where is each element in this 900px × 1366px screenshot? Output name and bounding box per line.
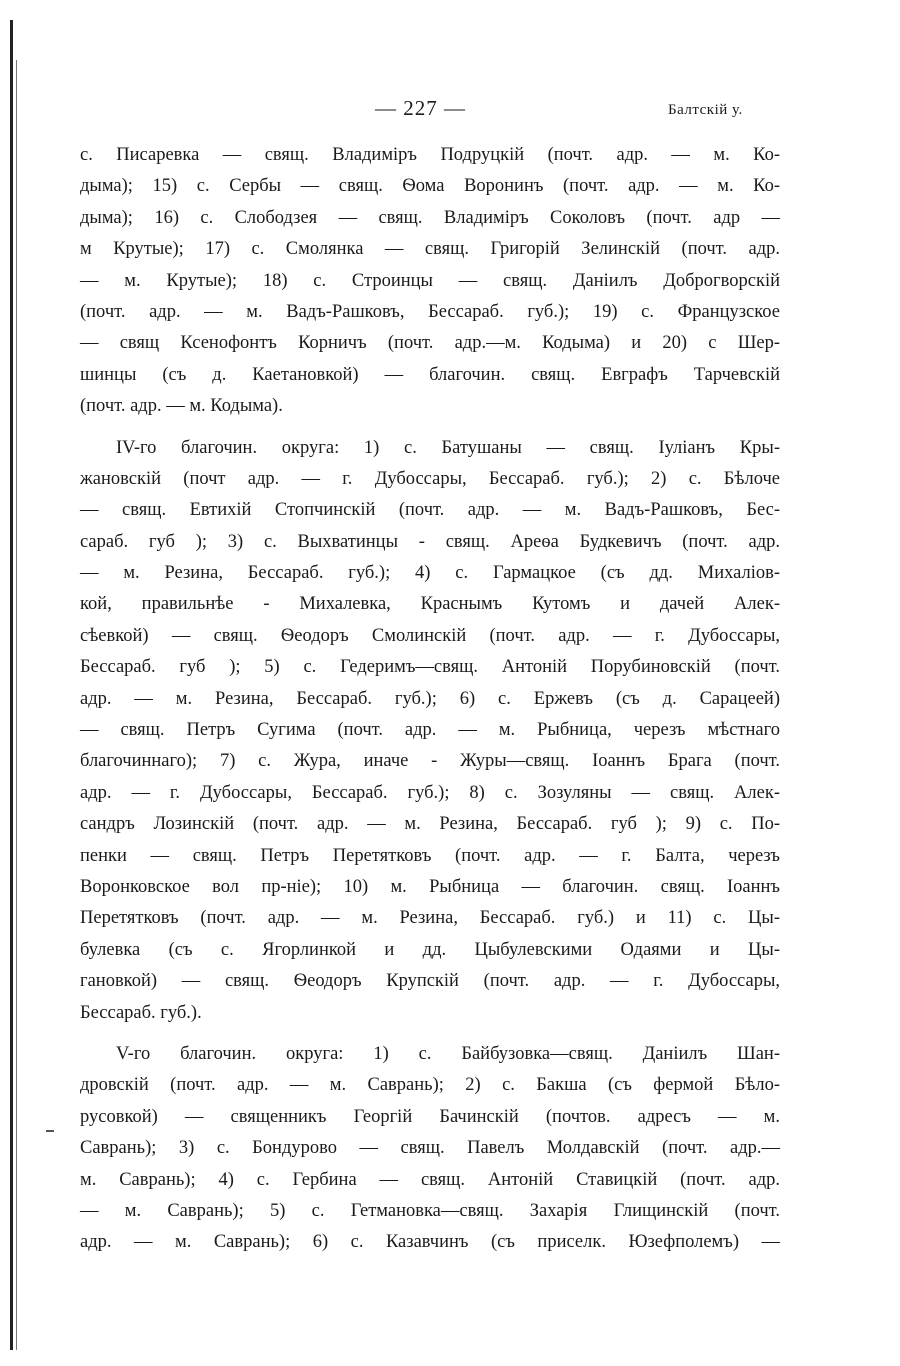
binding-edge-line	[16, 60, 17, 1350]
text-line: Воронковское вол пр-ніе); 10) м. Рыбница — благочин. свящ. Іоаннъ	[80, 876, 780, 897]
text-line: — свящ Ксенофонтъ Корничъ (почт. адр.—м. Кодыма) и 20) с Шер-	[80, 333, 780, 354]
text-line: с. Писаревка — свящ. Владиміръ Подруцкій (почт. адр. — м. Ко-	[80, 145, 780, 165]
text-line: — свящ. Евтихій Стопчинскій (почт. адр. — м. Вадъ-Рашковъ, Бес-	[80, 500, 780, 521]
text-line: V-го благочин. округа: 1) с. Байбузовка—свящ. Даніилъ Шан-	[116, 1043, 780, 1064]
text-body	[80, 140, 780, 1259]
text-line: шинцы (съ д. Каетановкой) — благочин. свящ. Евграфъ Тарчевскій	[80, 364, 780, 385]
text-line: м. Саврань); 4) с. Гербина — свящ. Антоній Ставицкій (почт. адр.	[80, 1169, 780, 1190]
text-line: русовкой) — священникъ Георгій Бачинскій (почтов. адресъ — м.	[80, 1106, 780, 1127]
text-line: — м. Резина, Бессараб. губ.); 4) с. Гармацкое (съ дд. Михаліов-	[80, 563, 780, 584]
text-line: жановскій (почт адр. — г. Дубоссары, Бессараб. губ.); 2) с. Бѣлоче	[80, 468, 780, 489]
running-head: Балтскій у.	[668, 102, 743, 118]
text-line: кой, правильнѣе - Михалевка, Краснымъ Кутомъ и дачей Алек-	[80, 594, 780, 615]
text-line: сараб. губ ); 3) с. Выхватинцы - свящ. Ареѳа Будкевичъ (почт. адр.	[80, 531, 780, 552]
text-line: Бессараб. губ.).	[80, 1002, 202, 1023]
page-header	[0, 96, 900, 126]
text-line: дыма); 15) с. Сербы — свящ. Ѳома Воронинъ (почт. адр. — м. Ко-	[80, 176, 780, 197]
text-line: адр. — г. Дубоссары, Бессараб. губ.); 8) с. Зозуляны — свящ. Алек-	[80, 782, 780, 803]
paragraph-district-5	[80, 1039, 780, 1259]
text-line: адр. — м. Резина, Бессараб. губ.); 6) с. Ержевъ (съ д. Сарацеей)	[80, 688, 780, 709]
text-line: (почт. адр. — м. Вадъ-Рашковъ, Бессараб. губ.); 19) с. Французское	[80, 301, 780, 322]
text-line: сѣевкой) — свящ. Ѳеодоръ Смолинскій (почт. адр. — г. Дубоссары,	[80, 625, 780, 646]
text-line: булевка (съ с. Ягорлинкой и дд. Цыбулевскими Одаями и Цы-	[80, 939, 780, 960]
text-line: Перетятковъ (почт. адр. — м. Резина, Бессараб. губ.) и 11) с. Цы-	[80, 908, 780, 929]
text-line: пенки — свящ. Петръ Перетятковъ (почт. адр. — г. Балта, черезъ	[80, 845, 780, 866]
text-line: сандръ Лозинскій (почт. адр. — м. Резина, Бессараб. губ ); 9) с. По-	[80, 814, 780, 835]
text-line: дыма); 16) с. Слободзея — свящ. Владиміръ Соколовъ (почт. адр —	[80, 207, 780, 228]
text-line: дровскій (почт. адр. — м. Саврань); 2) с. Бакша (съ фермой Бѣло-	[80, 1075, 780, 1096]
paragraph-district-4	[80, 433, 780, 1029]
text-line: — м. Саврань); 5) с. Гетмановка—свящ. Захарія Глищинскій (почт.	[80, 1200, 780, 1221]
text-line: адр. — м. Саврань); 6) с. Казавчинъ (съ приселк. Юзефполемъ) —	[80, 1232, 780, 1253]
text-line: Саврань); 3) с. Бондурово — свящ. Павелъ Молдавскій (почт. адр.—	[80, 1138, 780, 1159]
text-line: — свящ. Петръ Сугима (почт. адр. — м. Рыбница, черезъ мѣстнаго	[80, 720, 780, 741]
text-line: IV-го благочин. округа: 1) с. Батушаны — свящ. Іуліанъ Кры-	[116, 437, 780, 458]
text-line: — м. Крутые); 18) с. Строинцы — свящ. Даніилъ Доброгворскій	[80, 270, 780, 291]
text-line: (почт. адр. — м. Кодыма).	[80, 396, 283, 417]
binding-edge	[10, 20, 13, 1350]
page-number: — 227 —	[375, 96, 466, 120]
text-line: благочиннаго); 7) с. Жура, иначе - Журы—свящ. Іоаннъ Брага (почт.	[80, 751, 780, 772]
margin-mark	[46, 1130, 54, 1132]
text-line: Бессараб. губ ); 5) с. Гедеримъ—свящ. Антоній Порубиновскій (почт.	[80, 657, 780, 678]
paragraph-continued	[80, 140, 780, 423]
text-line: м Крутые); 17) с. Смолянка — свящ. Григорій Зелинскій (почт. адр.	[80, 239, 780, 260]
text-line: гановкой) — свящ. Ѳеодоръ Крупскій (почт. адр. — г. Дубоссары,	[80, 971, 780, 992]
